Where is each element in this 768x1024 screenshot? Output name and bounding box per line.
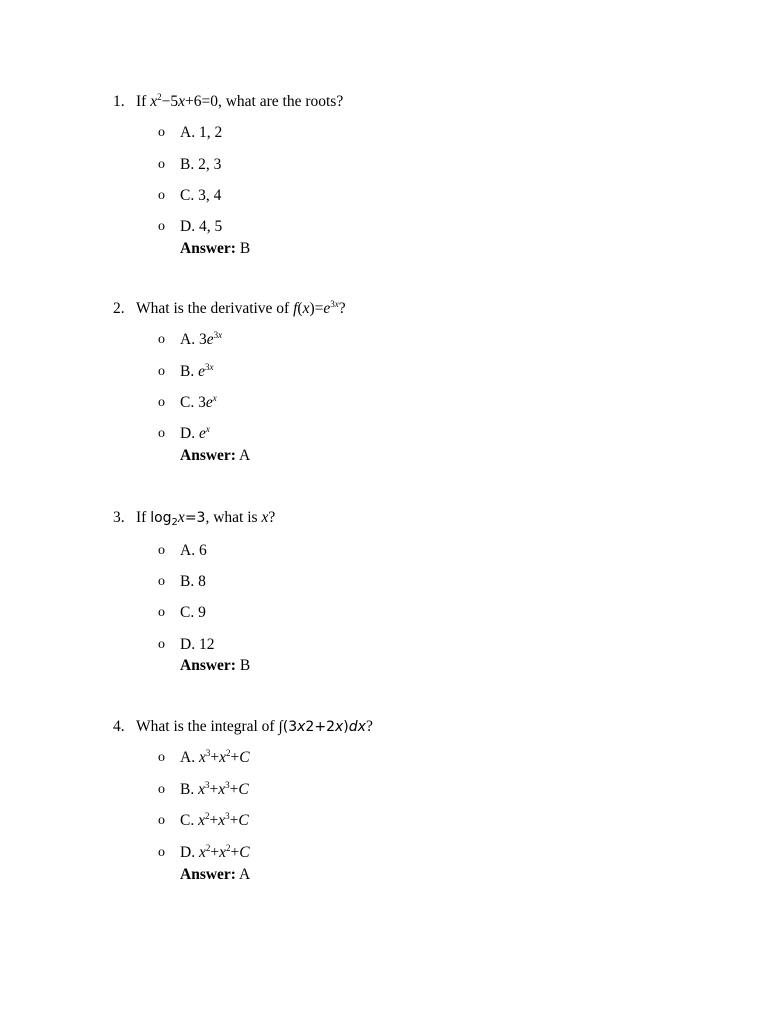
question-suffix: , what is	[205, 509, 262, 526]
option-label: D. $e^x$	[180, 424, 210, 442]
option-label: B. 2, 3	[180, 156, 222, 173]
bullet-icon: o	[158, 188, 165, 203]
bullet-icon: o	[158, 605, 165, 620]
bullet-icon: o	[158, 813, 165, 828]
question-math: $f(x)=e^{3x}$	[293, 299, 339, 317]
option-label: C. $3e^x$	[180, 393, 217, 411]
bullet-icon: o	[158, 219, 165, 234]
question-text	[136, 716, 373, 738]
bullet-icon: o	[158, 364, 165, 379]
question-text	[136, 507, 275, 529]
bullet-icon: o	[158, 637, 165, 652]
question-prefix: What is the integral of	[136, 718, 279, 735]
bullet-icon: o	[158, 157, 165, 172]
question-math: ∫(3x2+2x)dx	[278, 718, 366, 735]
question-line	[113, 91, 713, 113]
question-4	[113, 716, 713, 883]
option-label: D. 4, 5	[180, 218, 223, 235]
answer-line	[180, 445, 250, 467]
answer-label: Answer:	[180, 657, 236, 674]
answer-value: B	[239, 240, 251, 257]
question-number: 1.	[113, 93, 125, 110]
answer-line	[180, 655, 250, 677]
bullet-icon: o	[158, 543, 165, 558]
option-label: A. $3e^{3x}$	[180, 330, 223, 348]
question-line	[113, 507, 713, 529]
question-1	[113, 91, 713, 257]
answer-line	[180, 864, 250, 886]
answer-value: A	[239, 866, 251, 883]
question-line	[113, 716, 713, 738]
question-3	[113, 507, 713, 674]
bullet-icon: o	[158, 574, 165, 589]
question-math: $\log_2x=3$	[150, 509, 206, 528]
question-text	[136, 298, 346, 320]
question-2	[113, 298, 713, 464]
option-label: D. 12	[180, 636, 215, 653]
question-suffix: ?	[338, 300, 346, 317]
answer-label: Answer:	[180, 447, 236, 464]
answer-value: B	[239, 657, 251, 674]
bullet-icon: o	[158, 125, 165, 140]
question-suffix: , what are the roots?	[217, 93, 344, 110]
bullet-icon: o	[158, 395, 165, 410]
question-prefix: If	[136, 93, 151, 110]
option-label: C. 9	[180, 604, 206, 621]
question-math: $x^2-5x+6=0$	[150, 92, 218, 110]
answer-value: A	[239, 447, 251, 464]
bullet-icon: o	[158, 332, 165, 347]
question-suffix-end: ?	[268, 509, 276, 526]
option-label: D. $x^2+x^2+C$	[180, 843, 250, 861]
option-label: A. 6	[180, 542, 207, 559]
question-number: 4.	[113, 718, 125, 735]
question-line	[113, 298, 713, 320]
option-label: A. $x^3+x^2+C$	[180, 748, 250, 766]
answer-label: Answer:	[180, 866, 236, 883]
question-prefix: If	[136, 509, 151, 526]
answer-label: Answer:	[180, 240, 236, 257]
option-label: B. 8	[180, 573, 206, 590]
answer-line	[180, 238, 250, 260]
option-label: B. $x^3+x^3+C$	[180, 780, 249, 798]
option-label: B. $e^{3x}$	[180, 362, 214, 380]
question-number: 3.	[113, 509, 125, 526]
option-label: C. 3, 4	[180, 187, 222, 204]
question-text	[136, 91, 343, 113]
option-label: C. $x^2+x^3+C$	[180, 811, 249, 829]
bullet-icon: o	[158, 426, 165, 441]
bullet-icon: o	[158, 845, 165, 860]
question-variable: x	[261, 509, 269, 526]
bullet-icon: o	[158, 750, 165, 765]
bullet-icon: o	[158, 782, 165, 797]
question-prefix: What is the derivative of	[136, 300, 294, 317]
option-label: A. 1, 2	[180, 124, 223, 141]
question-number: 2.	[113, 300, 125, 317]
question-suffix: ?	[365, 718, 373, 735]
